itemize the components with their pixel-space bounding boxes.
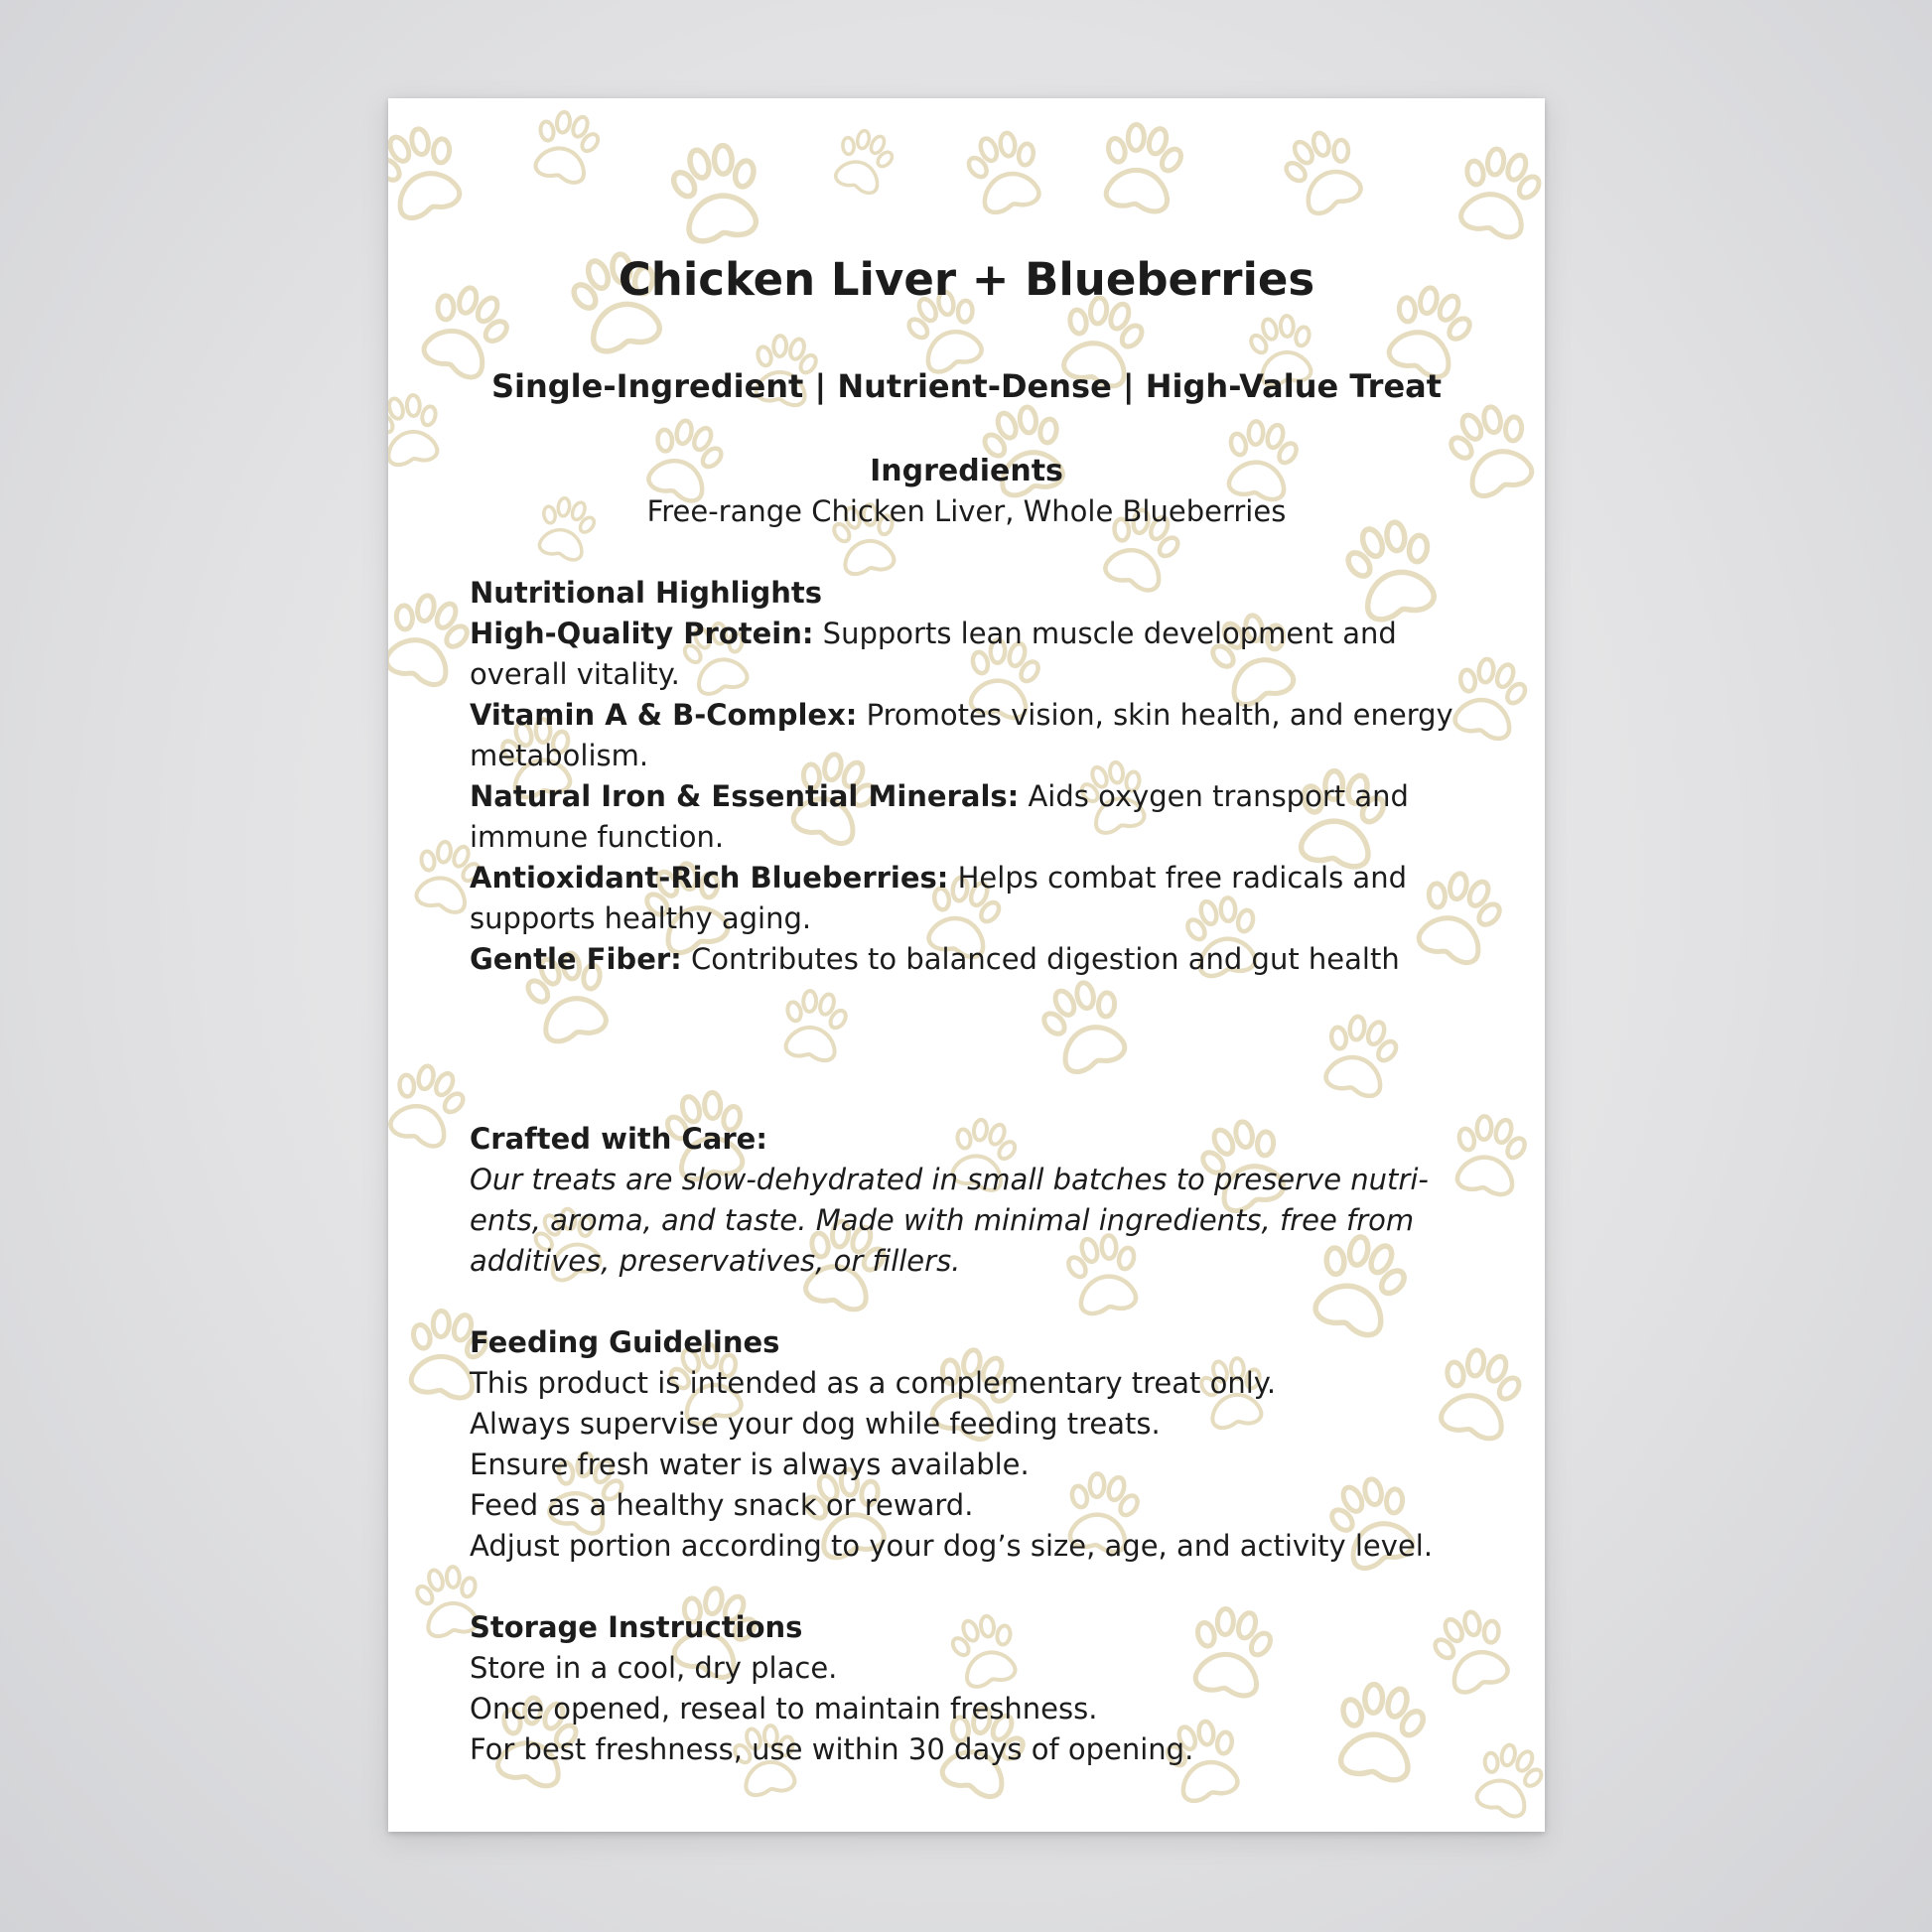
highlight-item: [470, 695, 1472, 776]
highlight-item: [470, 614, 1472, 695]
highlight-text: Aids oxygen transport and immune function.: [470, 779, 1409, 854]
product-title: Chicken Liver + Blueberries: [618, 253, 1315, 306]
highlight-label: Vitamin A & B-Complex:: [470, 698, 858, 732]
highlight-text: Supports lean muscle development and overall vitality.: [470, 617, 1397, 691]
nutritional-highlights-section: [470, 573, 1472, 980]
crafted-section: [470, 1119, 1472, 1282]
highlight-label: Gentle Fiber:: [470, 942, 682, 976]
highlight-label: High-Quality Protein:: [470, 617, 814, 650]
highlight-text: Promotes vision, skin health, and energy metabolism.: [470, 698, 1453, 772]
feeding-line: This product is intended as a complementary treat only.: [470, 1366, 1277, 1400]
nutritional-highlights-heading: Nutritional Highlights: [470, 576, 823, 610]
storage-line: For best freshness, use within 30 days of opening.: [470, 1732, 1194, 1766]
storage-heading: Storage Instructions: [470, 1610, 803, 1644]
feeding-guidelines-section: [470, 1322, 1472, 1567]
ingredients-heading: Ingredients: [870, 454, 1063, 488]
card-content: [388, 98, 1545, 1832]
feeding-line: Adjust portion according to your dog’s size, age, and activity level.: [470, 1529, 1434, 1563]
storage-line: Once opened, reseal to maintain freshness.: [470, 1692, 1098, 1725]
highlight-item: [470, 776, 1472, 858]
feeding-line: Always supervise your dog while feeding treats.: [470, 1407, 1161, 1441]
crafted-text: Our treats are slow-dehydrated in small batches to preserve nutri-ents, aroma, and taste. Made with minimal ingredients, free from additives, preservatives, or fillers.: [470, 1163, 1429, 1278]
feeding-line: Feed as a healthy snack or reward.: [470, 1488, 974, 1522]
crafted-heading: Crafted with Care:: [470, 1122, 767, 1156]
highlight-text: Helps combat free radicals and supports healthy aging.: [470, 861, 1407, 935]
highlight-item: [470, 858, 1472, 939]
highlight-text: Contributes to balanced digestion and gut health: [681, 942, 1400, 976]
highlight-item: [470, 939, 1472, 980]
product-info-card: [388, 98, 1545, 1832]
feeding-line: Ensure fresh water is always available.: [470, 1448, 1030, 1481]
ingredients-text: Free-range Chicken Liver, Whole Blueberries: [646, 494, 1287, 528]
highlight-label: Natural Iron & Essential Minerals:: [470, 779, 1020, 813]
product-tagline: Single-Ingredient | Nutrient-Dense | High-Value Treat: [490, 367, 1443, 405]
storage-section: [470, 1607, 1472, 1770]
highlight-label: Antioxidant-Rich Blueberries:: [470, 861, 949, 895]
storage-line: Store in a cool, dry place.: [470, 1651, 838, 1685]
feeding-heading: Feeding Guidelines: [470, 1325, 780, 1359]
